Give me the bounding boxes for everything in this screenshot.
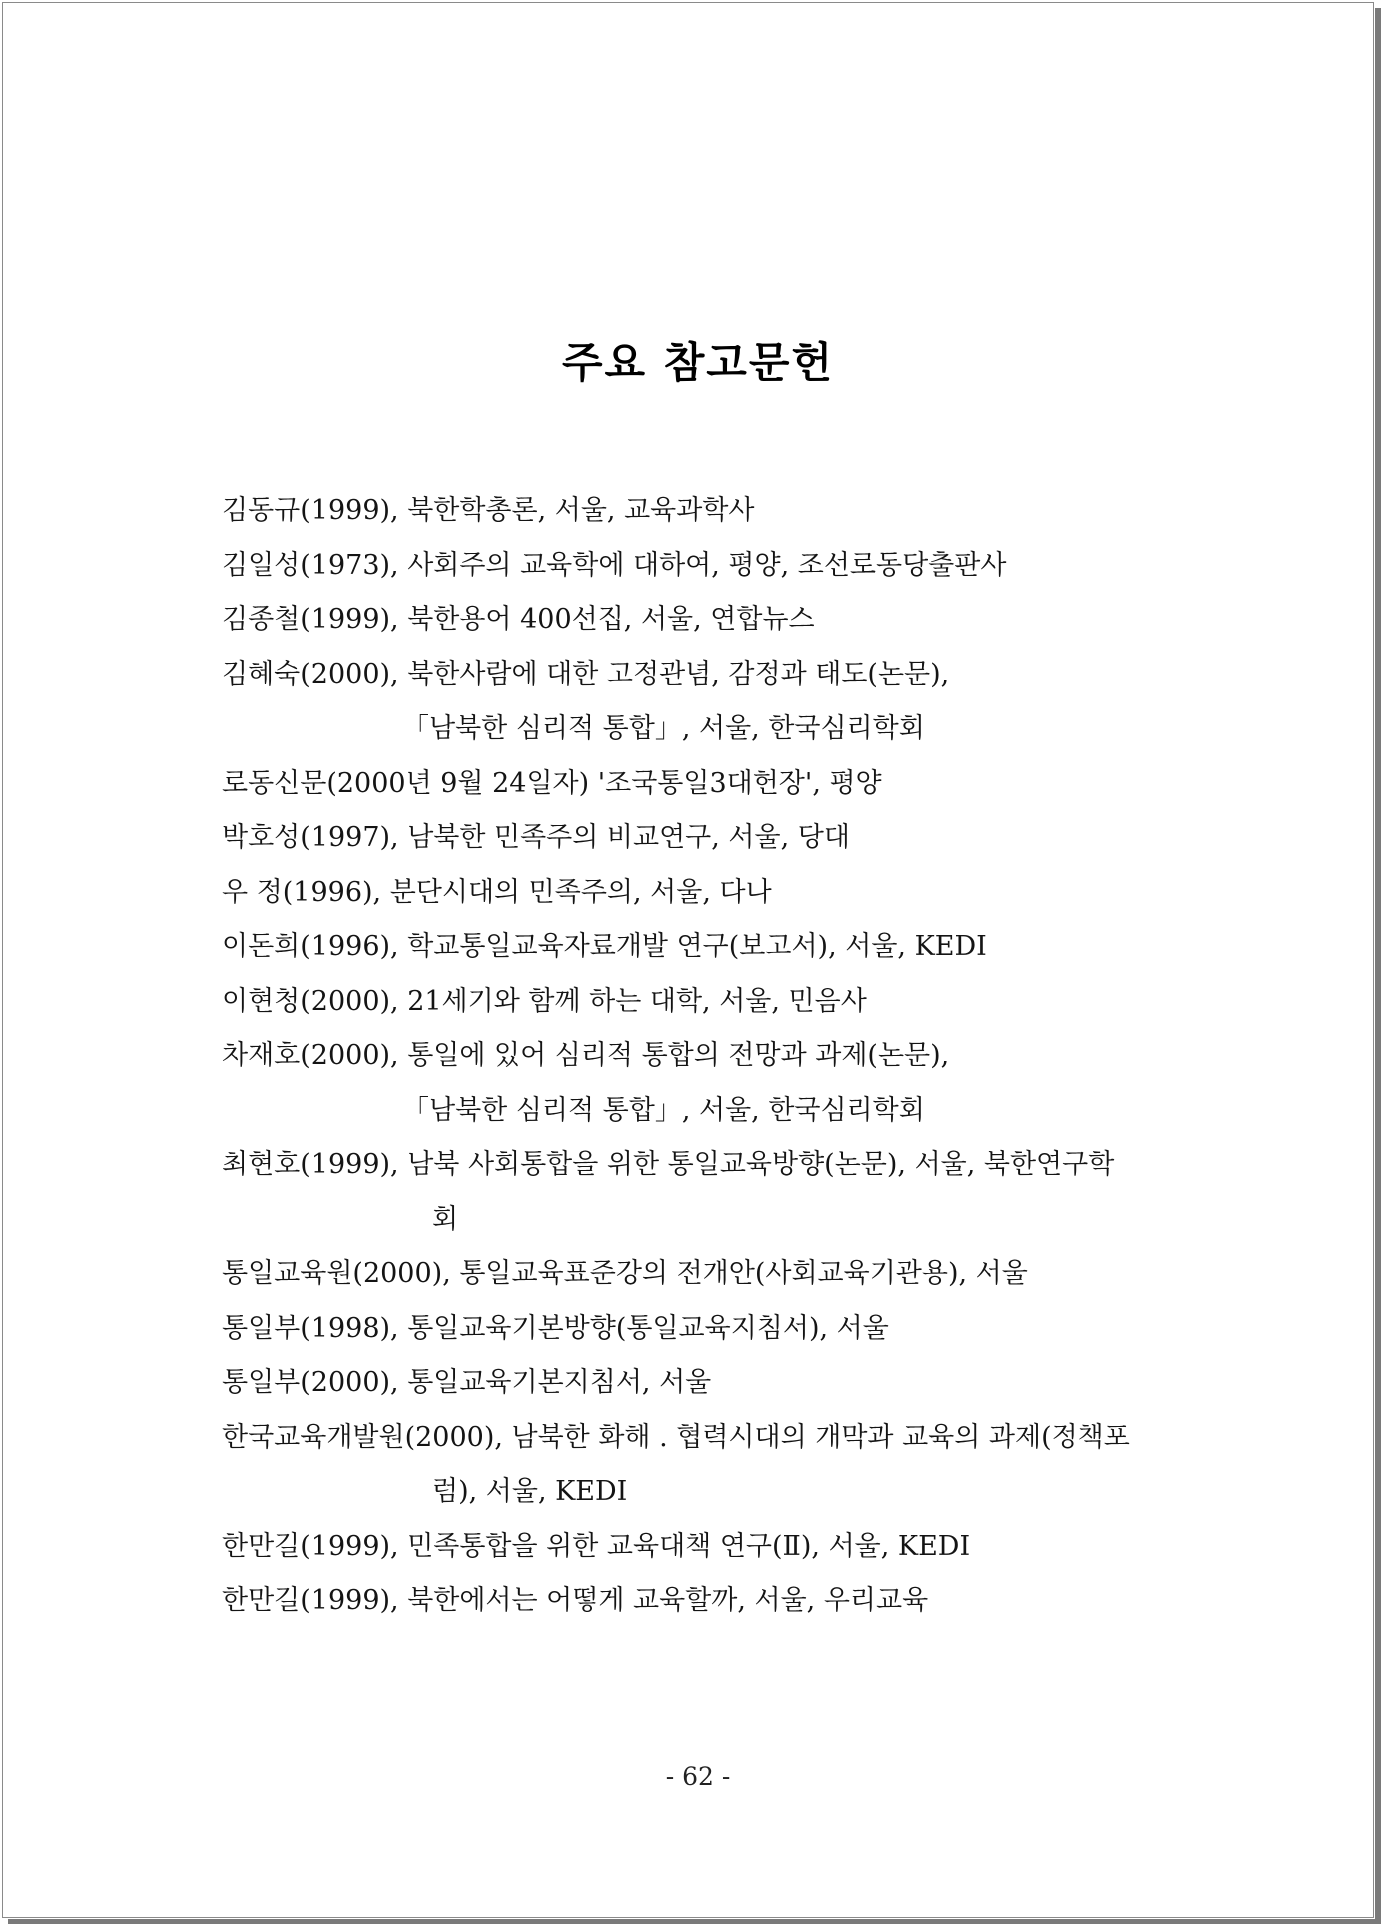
page-shadow-bottom xyxy=(8,1919,1381,1924)
reference-line: 이돈희(1996), 학교통일교육자료개발 연구(보고서), 서울, KEDI xyxy=(222,931,987,962)
reference-line: 박호성(1997), 남북한 민족주의 비교연구, 서울, 당대 xyxy=(222,822,850,853)
reference-line: 럼), 서울, KEDI xyxy=(432,1476,628,1507)
reference-line: 로동신문(2000년 9월 24일자) '조국통일3대헌장', 평양 xyxy=(222,767,882,799)
reference-line: 김종철(1999), 북한용어 400선집, 서울, 연합뉴스 xyxy=(222,604,815,635)
page-number: - 62 - xyxy=(665,1762,731,1791)
reference-line: 우 정(1996), 분단시대의 민족주의, 서울, 다나 xyxy=(222,876,772,908)
reference-line: 통일부(1998), 통일교육기본방향(통일교육지침서), 서울 xyxy=(222,1312,889,1344)
reference-line: 「남북한 심리적 통합」, 서울, 한국심리학회 xyxy=(402,713,925,744)
reference-line: 한만길(1999), 민족통합을 위한 교육대책 연구(Ⅱ), 서울, KEDI xyxy=(222,1530,971,1562)
reference-line: 김혜숙(2000), 북한사람에 대한 고정관념, 감정과 태도(논문), xyxy=(222,658,950,690)
reference-line: 회 xyxy=(432,1203,459,1235)
page-shadow-right xyxy=(1375,8,1381,1922)
reference-line: 최현호(1999), 남북 사회통합을 위한 통일교육방향(논문), 서울, 북한연구학 xyxy=(222,1149,1115,1180)
reference-line: 통일교육원(2000), 통일교육표준강의 전개안(사회교육기관용), 서울 xyxy=(222,1258,1028,1289)
reference-list xyxy=(222,484,1202,1629)
reference-line: 한만길(1999), 북한에서는 어떻게 교육할까, 서울, 우리교육 xyxy=(222,1585,929,1616)
reference-line: 「남북한 심리적 통합」, 서울, 한국심리학회 xyxy=(402,1094,925,1126)
reference-line: 차재호(2000), 통일에 있어 심리적 통합의 전망과 과제(논문), xyxy=(222,1040,950,1071)
reference-line: 김동규(1999), 북한학총론, 서울, 교육과학사 xyxy=(222,495,755,526)
page-title: 주요 참고문헌 xyxy=(561,338,835,387)
reference-line: 한국교육개발원(2000), 남북한 화해 . 협력시대의 개막과 교육의 과제(정책포 xyxy=(222,1421,1130,1453)
reference-line: 통일부(2000), 통일교육기본지침서, 서울 xyxy=(222,1367,712,1398)
reference-line: 김일성(1973), 사회주의 교육학에 대하여, 평양, 조선로동당출판사 xyxy=(222,549,1007,581)
reference-line: 이현청(2000), 21세기와 함께 하는 대학, 서울, 민음사 xyxy=(222,985,867,1017)
